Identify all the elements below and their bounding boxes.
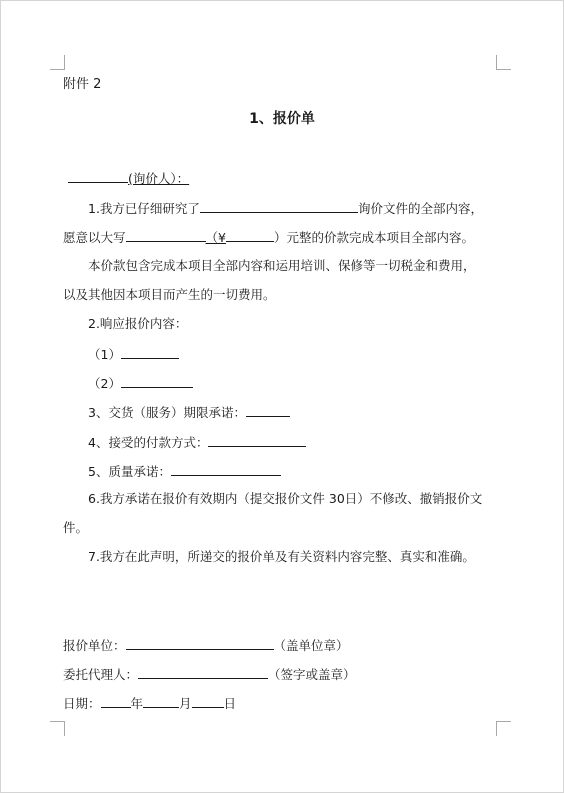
- payment-method-blank[interactable]: [208, 433, 306, 447]
- item5-label: 5、质量承诺：: [88, 464, 171, 479]
- sub2-label: （2）: [88, 376, 121, 391]
- delivery-period-blank[interactable]: [246, 403, 290, 417]
- item6-line1: 6.我方承诺在报价有效期内（提交报价文件 30日）不修改、撤销报价文: [88, 491, 483, 506]
- attachment-label: 附件 2: [63, 77, 102, 92]
- para1-text-a: 1.我方已仔细研究了: [88, 201, 200, 216]
- margin-corner-bottom-left: [50, 721, 65, 736]
- date-label: 日期：: [63, 696, 101, 711]
- addressee-line: [68, 169, 189, 185]
- para1-line2: [63, 228, 474, 244]
- item5-line: [88, 462, 281, 478]
- amount-words-blank[interactable]: [126, 228, 206, 242]
- agent-label: 委托代理人：: [63, 667, 139, 682]
- para1-text-c: 愿意以大写: [63, 230, 126, 245]
- agent-blank[interactable]: [138, 665, 268, 679]
- day-label: 日: [223, 696, 237, 711]
- inquirer-blank[interactable]: [68, 169, 128, 183]
- sub1-label: （1）: [88, 347, 121, 362]
- agent-note: （签字或盖章）: [268, 667, 356, 682]
- para1-text-e: ）元整的价款完成本项目全部内容。: [273, 230, 474, 245]
- signature-agent-line: [63, 665, 356, 681]
- month-label: 月: [179, 696, 192, 711]
- quality-commitment-blank[interactable]: [171, 462, 281, 476]
- margin-corner-top-right: [496, 55, 511, 70]
- margin-corner-bottom-right: [496, 721, 511, 736]
- month-blank[interactable]: [143, 694, 179, 708]
- year-label: 年: [130, 696, 144, 711]
- project-name-blank[interactable]: [200, 199, 358, 213]
- para1-text-b: 询价文件的全部内容，: [357, 201, 483, 216]
- unit-blank[interactable]: [126, 636, 274, 650]
- document-title: 1、报价单: [249, 111, 315, 127]
- signature-unit-line: [63, 636, 349, 652]
- item3-line: [88, 403, 290, 419]
- sub1-line: [88, 345, 179, 361]
- amount-figures-blank[interactable]: [226, 228, 274, 242]
- para2-line2: 以及其他因本项目而产生的一切费用。: [63, 287, 276, 302]
- item2-label: 2.响应报价内容：: [88, 316, 188, 331]
- day-blank[interactable]: [192, 694, 224, 708]
- sub1-blank[interactable]: [121, 345, 179, 359]
- item3-label: 3、交货（服务）期限承诺：: [88, 405, 246, 420]
- unit-note: （盖单位章）: [273, 638, 349, 653]
- margin-corner-top-left: [50, 55, 65, 70]
- item7-line: 7.我方在此声明，所递交的报价单及有关资料内容完整、真实和准确。: [88, 549, 475, 564]
- sub2-line: [88, 374, 193, 390]
- para2-line1: 本价款包含完成本项目全部内容和运用培训、保修等一切税金和费用，: [88, 258, 476, 273]
- unit-label: 报价单位：: [63, 638, 126, 653]
- para1-line1: [88, 199, 483, 215]
- sub2-blank[interactable]: [121, 374, 193, 388]
- para1-text-d: （¥: [205, 230, 226, 245]
- signature-date-line: [63, 694, 236, 710]
- item6-line2: 件。: [63, 520, 89, 535]
- item4-label: 4、接受的付款方式：: [88, 435, 209, 450]
- year-blank[interactable]: [101, 694, 131, 708]
- addressee-text: (询价人）：: [128, 171, 190, 186]
- item4-line: [88, 433, 306, 449]
